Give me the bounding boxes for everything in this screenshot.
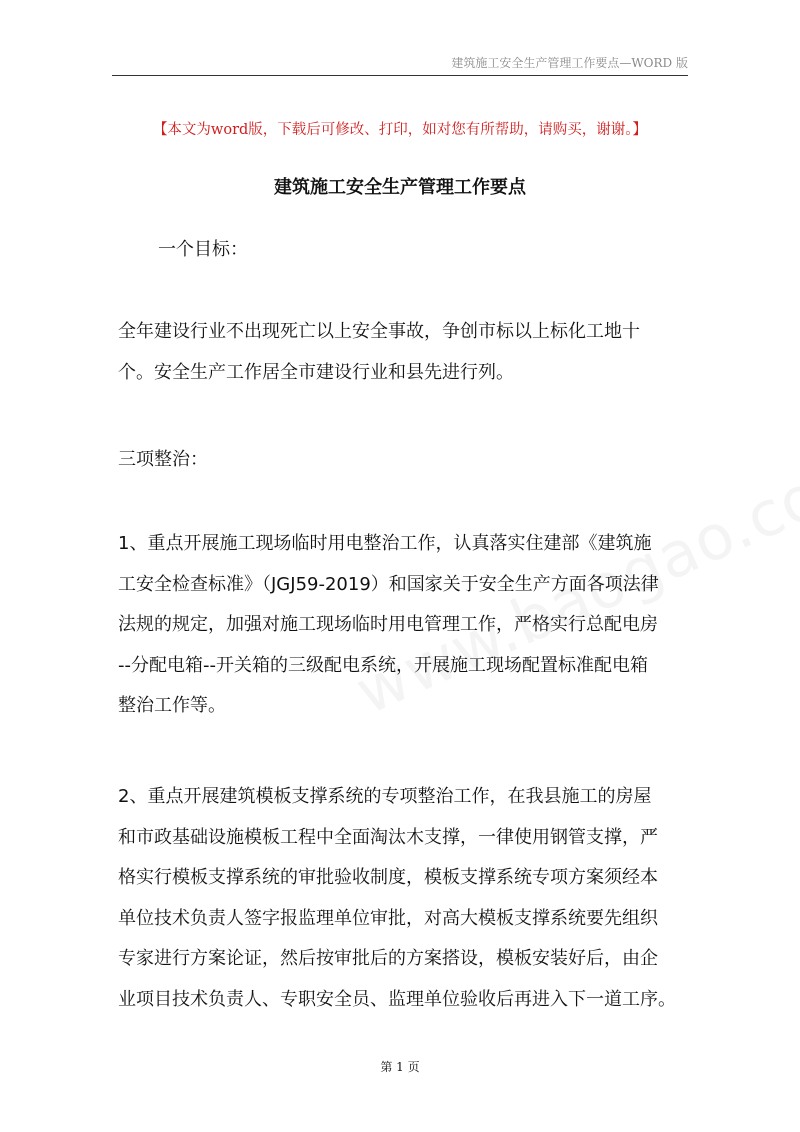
item-2-line-2: 和市政基础设施模板工程中全面淘汰木支撑，一律使用钢管支撑，严 [118,826,658,848]
rectification-heading-text: 三项整治： [118,449,208,470]
item-1-paragraph [118,524,686,727]
item-2-line-6: 业项目技术负责人、专职安全员、监理单位验收后再进入下一道工序。 [118,988,676,1010]
item-2-line-1: 2、重点开展建筑模板支撑系统的专项整治工作，在我县施工的房屋 [118,786,652,807]
header-rule [112,75,688,76]
goal-paragraph [118,312,686,393]
item-2-line-4: 单位技术负责人签字报监理单位审批，对高大模板支撑系统要先组织 [118,907,658,929]
goal-heading-text: 一个目标： [158,239,248,260]
item-2-line-5: 专家进行方案论证，然后按审批后的方案搭设，模板安装好后，由企 [118,948,658,969]
rectification-heading [118,440,686,481]
goal-line-2: 个。安全生产工作居全市建设行业和县先进行列。 [118,361,514,383]
running-header: 建筑施工安全生产管理工作要点—WORD 版 [451,56,688,70]
purchase-notice: 【本文为word版，下载后可修改、打印，如对您有所帮助，请购买，谢谢。】 [152,122,648,138]
goal-heading [118,230,686,271]
item-1-line-4: --分配电箱--开关箱的三级配电系统，开展施工现场配置标准配电箱 [118,654,648,676]
goal-line-1: 全年建设行业不出现死亡以上安全事故，争创市标以上标化工地十 [118,321,640,342]
item-1-line-3: 法规的规定，加强对施工现场临时用电管理工作，严格实行总配电房 [118,614,658,635]
item-1-line-1: 1、重点开展施工现场临时用电整治工作，认真落实住建部《建筑施 [118,533,652,554]
item-2-paragraph [118,777,686,1020]
item-2-line-3: 格实行模板支撑系统的审批验收制度，模板支撑系统专项方案须经本 [118,867,658,888]
item-1-line-2: 工安全检查标准》（JGJ59-2019）和国家关于安全生产方面各项法律 [118,573,659,595]
item-1-line-5: 整治工作等。 [118,695,226,716]
page-number: 第 1 页 [380,1060,420,1074]
document-title: 建筑施工安全生产管理工作要点 [274,177,526,198]
